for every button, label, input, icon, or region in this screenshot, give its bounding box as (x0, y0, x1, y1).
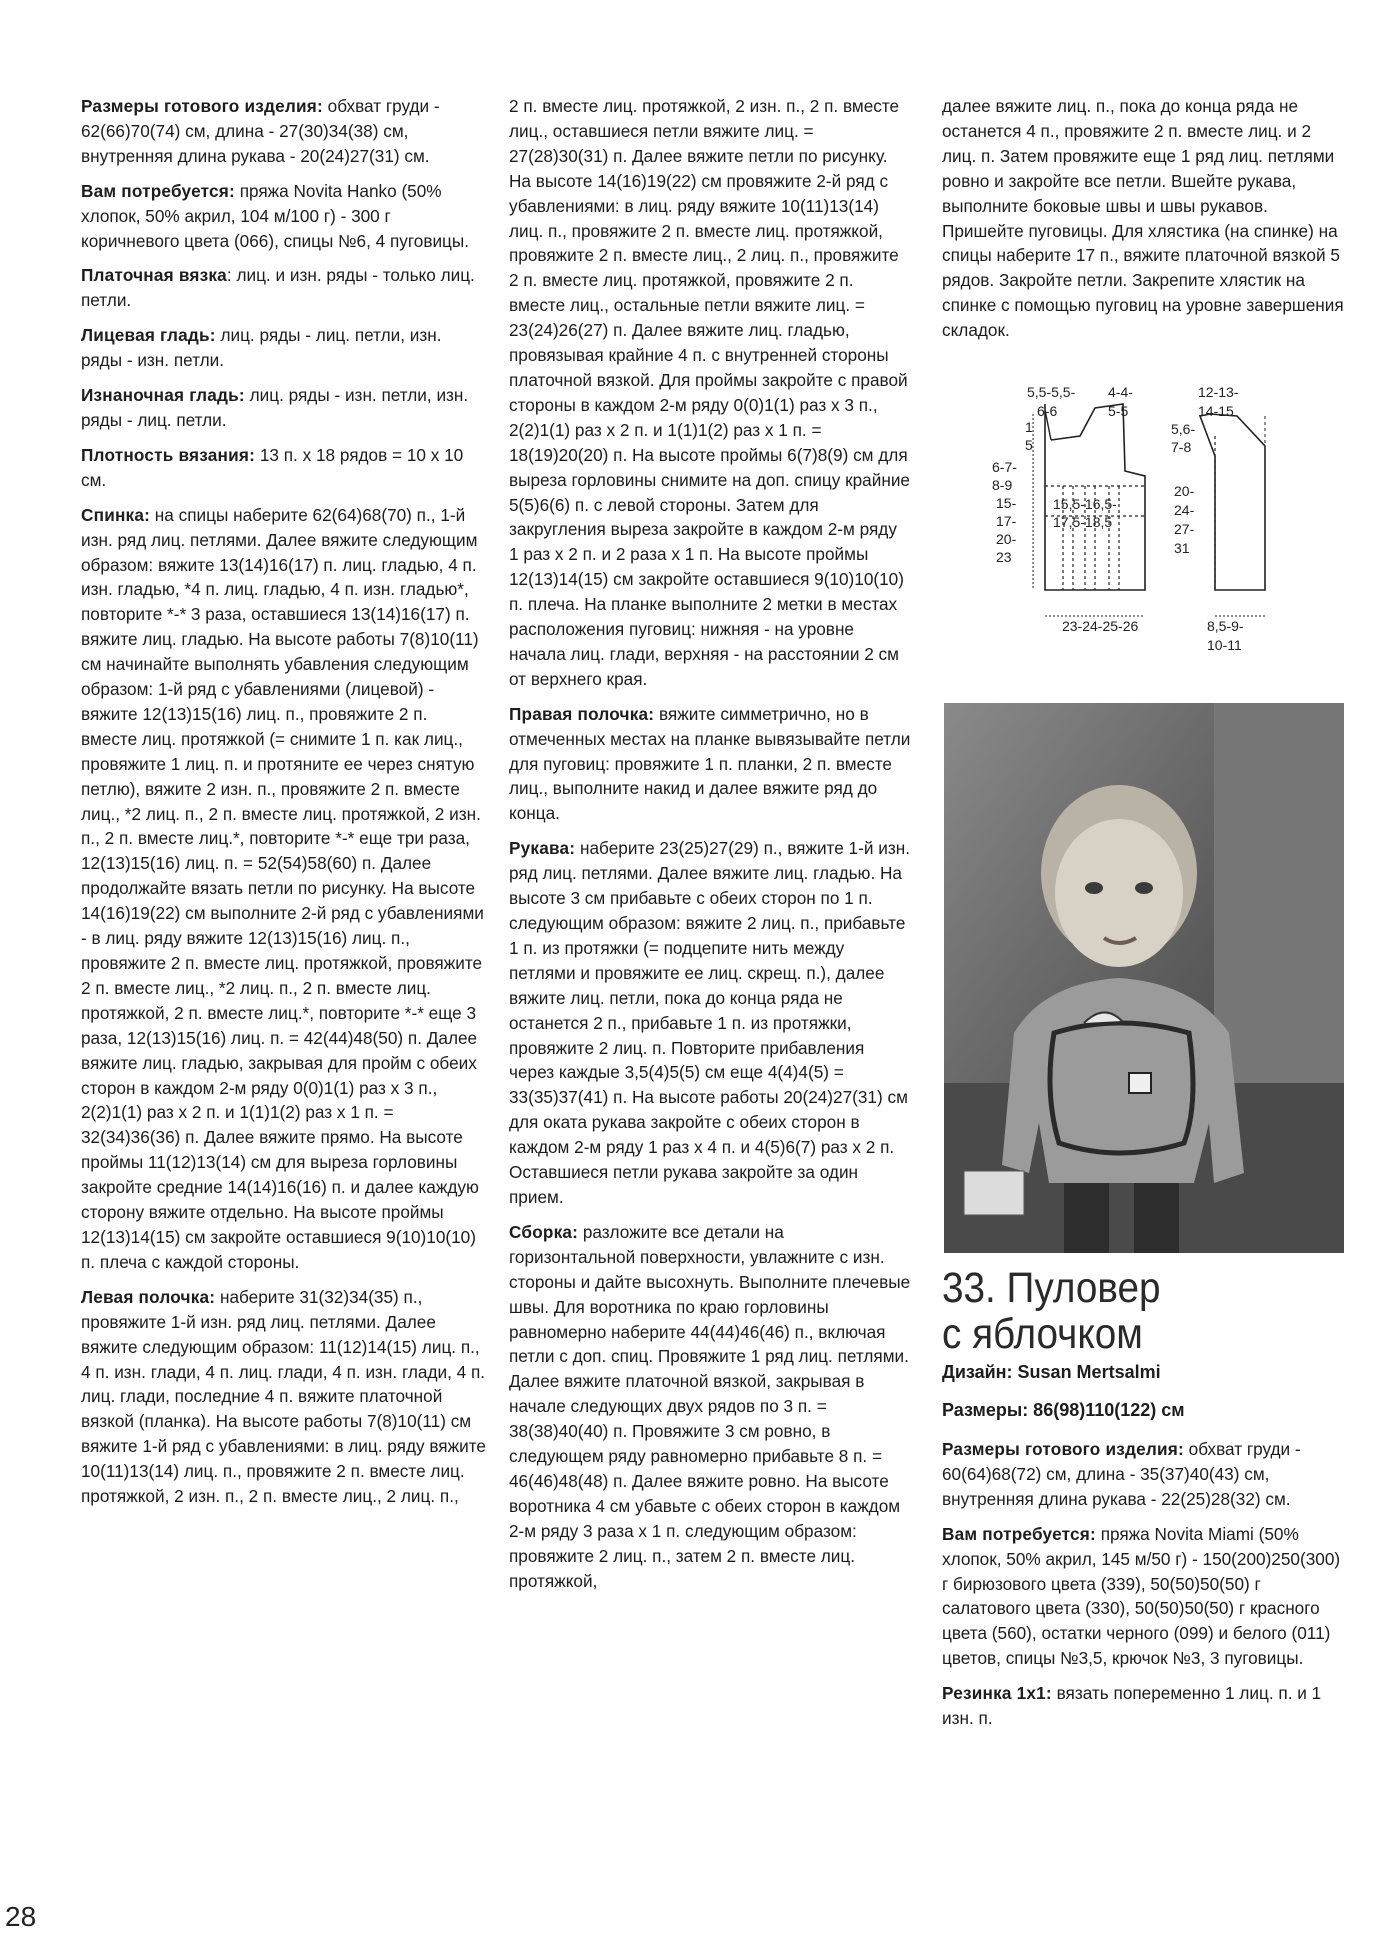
paragraph (81, 179, 486, 254)
paragraph-heading: Размеры готового изделия: (942, 1439, 1184, 1459)
label-armhole2: 8-9 (992, 477, 1013, 493)
paragraph-text: наберите 23(25)27(29) п., вяжите 1-й изн. ряд лиц. петлями. Далее вяжите лиц. гладью. На высоте 3 см прибавьте с обеих сторон по 1 п. следующим образом: вяжите 2 лиц. п., прибавьте 1 п. из протяжки (= подцепите нить между петлями и провяжите ее лиц. скрещ. п.), далее вяжите лиц. петли, пока до конца ряда не останется 2 п., прибавьте 1 п. из протяжки, провяжите 2 лиц. п. Повторите прибавления через каждые 3,5(4)5(5) см еще 4(4)4(5) = 33(35)37(41) п. На высоте работы 20(24)27(31) см для оката рукава закройте с обеих сторон в каждом 2-м ряду 1 раз х 4 п. и 4(5)6(7) раз х 2 п. Оставшиеся петли рукава закройте за один прием. (509, 838, 910, 1207)
paragraph-heading: Изнаночная гладь: (81, 385, 245, 406)
paragraph-heading: Лицевая гладь: (81, 325, 216, 346)
label-armhole: 6-7- (992, 459, 1017, 475)
page-number: 28 (5, 1901, 37, 1932)
paragraph (509, 702, 911, 827)
paragraph-text: разложите все детали на горизонтальной поверхности, увлажните с изн. стороны и дайте высохнуть. Выполните плечевые швы. Для воротника по краю горловины равномерно наберите 44(44)46(46) п., включая петли с доп. спиц. Провяжите 1 ряд лиц. петлями. Далее вяжите платочной вязкой, закрывая в начале следующих двух рядов по 3 п. = 38(38)40(40) п. Провяжите 3 см ровно, в следующем ряду равномерно прибавьте 8 п. = 46(46)48(48) п. Далее вяжите ровно. На высоте воротника 4 см убавьте с обеих сторон в каждом 2-м ряду 3 раза х 1 п. следующим образом: провяжите 2 лиц. п., затем 2 п. вместе лиц. протяжкой, (509, 1221, 911, 1591)
paragraph-text: 2 п. вместе лиц. протяжкой, 2 изн. п., 2 п. вместе лиц., оставшиеся петли вяжите лиц. = 27(28)30(31) п. Далее вяжите петли по рисунку. На высоте 14(16)19(22) см провяжите 2-й ряд с убавлениями: в лиц. ряду вяжите 10(11)13(14) лиц. п., провяжите 2 п. вместе лиц. протяжкой, провяжите 2 п. вместе лиц., 2 лиц. п., провяжите 2 п. вместе лиц. протяжкой, провяжите 2 п. вместе лиц., остальные петли вяжите лиц. = 23(24)26(27) п. Далее вяжите лиц. гладью, провязывая крайние 4 п. с внутренней стороны платочной вязкой. Для проймы закройте с правой стороны в каждом 2-м ряду 0(0)1(1) раз х 3 п., 2(2)1(1) раз х 2 п. и 1(1)1(2) раз х 1 п. = 18(19)20(20) п. На высоте проймы 6(7)8(9) см для выреза горловины снимите на доп. спицу крайние 5(5)6(6) п. с левой стороны. Затем для закругления выреза закройте в каждом 2-м ряду 1 раз х 2 п. и 2 раза х 1 п. На высоте проймы 12(13)14(15) см закройте оставшиеся 9(10)10(10) п. плеча. На планке выполните 2 метки в местах расположения пуговиц: нижняя - на уровне начала лиц. глади, верхняя - на расстоянии 2 см от верхнего края. (509, 96, 910, 689)
paragraph (509, 94, 911, 692)
label-neck-width2: 5-5 (1108, 403, 1129, 419)
label-body-3: 20- (996, 531, 1017, 547)
paragraph-heading: Вам потребуется: (942, 1523, 1096, 1544)
paragraph-text: вяжите симметрично, но в отмеченных местах на планке вывязывайте петли для пуговиц: провяжите 1 п. планки, 2 п. вместе лиц., выполните накид и далее вяжите ряд до конца. (509, 703, 911, 824)
title-line-2: с яблочком (942, 1310, 1143, 1358)
label-sleeve-top-1: 12-13- (1198, 384, 1239, 400)
label-cuff-2: 10-11 (1207, 637, 1242, 653)
paragraph (942, 94, 1347, 343)
paragraph-heading: Резинка 1х1: (942, 1683, 1052, 1704)
paragraph (81, 323, 486, 373)
label-sleeve-top-2: 14-15 (1198, 403, 1234, 419)
label-sleeve-1: 20- (1174, 483, 1195, 499)
child-photo (944, 703, 1344, 1253)
paragraph-heading: Сборка: (509, 1221, 579, 1242)
column-right-top (942, 94, 1347, 353)
label-inner-1: 15,5-16,5- (1053, 496, 1117, 512)
paragraph-text: : лиц. и изн. ряды - только лиц. петли. (81, 265, 475, 311)
paragraph-heading: Вам потребуется: (81, 180, 235, 201)
paragraph-text: на спицы наберите 62(64)68(70) п., 1-й изн. ряд лиц. петлями. Далее вяжите следующим образом: вяжите 13(14)16(17) п. лиц. гладью, 4 п. изн. гладью, *4 п. лиц. гладью, 4 п. изн. гладью*, повторите *-* 3 раза, оставшиеся 13(14)16(17) п. вяжите лиц. гладью. На высоте работы 7(8)10(11) см начинайте выполнять убавления следующим образом: 1-й ряд с убавлениями (лицевой) - вяжите 12(13)15(16) лиц. п., провяжите 2 п. вместе лиц. протяжкой (= снимите 1 п. как лиц., провяжите 1 лиц. п. и протяните ее через снятую петлю), вяжите 2 изн. п., провяжите 2 п. вместе лиц., *2 лиц. п., 2 п. вместе лиц. протяжкой, 2 изн. п., 2 п. вместе лиц.*, повторите *-* еще три раза, 12(13)15(16) лиц. п. = 52(54)58(60) п. Далее продолжайте вязать петли по рисунку. На высоте 14(16)19(22) см выполните 2-й ряд с убавлениями - в лиц. ряду вяжите 12(13)15(16) лиц. п., провяжите 2 п. вместе лиц. протяжкой, провяжите 2 п. вместе лиц., *2 лиц. п., 2 п. вместе лиц. протяжкой, 2 п. вместе лиц.*, повторите *-* еще 3 раза, 12(13)15(16) лиц. п. = 42(44)48(50) п. Далее вяжите лиц. гладью, закрывая для пройм с обеих сторон в каждом 2-м ряду 0(0)1(1) раз х 3 п., 2(2)1(1) раз х 2 п. и 1(1)1(2) раз х 1 п. = 32(34)36(36) п. Далее вяжите прямо. На высоте проймы 11(12)13(14) см для выреза горловины закройте средние 14(14)16(16) п. и далее каждую сторону вяжите отдельно. На высоте проймы 12(13)14(15) см закройте оставшиеся 9(10)10(10) п. плеча с каждой стороны. (81, 504, 484, 1272)
label-neck-depth2: 5 (1025, 437, 1033, 453)
label-cap-2: 7-8 (1171, 439, 1192, 455)
label-neck-width: 4-4- (1108, 384, 1133, 400)
paragraph-text: пряжа Novita Hanko (50% хлопок, 50% акрил, 104 м/100 г) - 300 г коричневого цвета (066), спицы №6, 4 пуговицы. (81, 180, 470, 251)
title-line-1: 33. Пуловер (942, 1264, 1161, 1312)
label-body-2: 17- (996, 513, 1017, 529)
paragraph-text: 13 п. х 18 рядов = 10 х 10 см. (81, 444, 464, 490)
paragraph (81, 503, 486, 1275)
paragraph-text: обхват груди - 60(64)68(72) см, длина - 35(37)40(43) см, внутренняя длина рукава - 22(25)28(32) см. (942, 1439, 1301, 1509)
paragraph (509, 836, 911, 1210)
label-body-4: 23 (996, 549, 1012, 565)
label-cuff-1: 8,5-9- (1207, 618, 1244, 634)
label-neck-depth: 1 (1025, 419, 1033, 435)
paragraph-text: обхват груди - 62(66)70(74) см, длина - 27(30)34(38) см, внутренняя длина рукава - 20(24)27(31) см. (81, 96, 440, 166)
paragraph (942, 1437, 1347, 1512)
garment-schematic (975, 376, 1335, 666)
label-sleeve-4: 31 (1174, 540, 1190, 556)
paragraph-heading: Левая полочка: (81, 1286, 216, 1307)
column-middle (509, 94, 911, 1603)
paragraph-text: лиц. ряды - лиц. петли, изн. ряды - изн. петли. (81, 325, 442, 371)
paragraph-heading: Платочная вязка (81, 265, 227, 286)
paragraph (81, 94, 486, 169)
sizes-line: Размеры: 86(98)110(122) см (942, 1400, 1185, 1420)
paragraph (942, 1681, 1347, 1731)
paragraph-heading: Спинка: (81, 504, 151, 525)
paragraph (81, 383, 486, 433)
label-sleeve-2: 24- (1174, 502, 1195, 518)
label-shoulder2: 6-6 (1037, 403, 1058, 419)
label-sleeve-3: 27- (1174, 521, 1195, 537)
pattern-title (942, 1265, 1161, 1357)
paragraph-text: вязать попеременно 1 лиц. п. и 1 изн. п. (942, 1683, 1322, 1729)
paragraph (81, 1285, 486, 1509)
paragraph-heading: Плотность вязания: (81, 444, 256, 465)
label-inner-2: 17,5-18,5 (1053, 514, 1113, 530)
sleeve-outline (1200, 414, 1265, 590)
label-cap-1: 5,6- (1171, 421, 1196, 437)
paragraph (81, 443, 486, 493)
design-credit: Дизайн: Susan Mertsalmi (942, 1362, 1161, 1382)
paragraph-text: далее вяжите лиц. п., пока до конца ряда не останется 4 п., провяжите 2 п. вместе лиц. и 2 лиц. п. Затем провяжите еще 1 ряд лиц. петлями ровно и закройте все петли. Вшейте рукава, выполните боковые швы и швы рукавов. Пришейте пуговицы. Для хлястика (на спинке) на спицы наберите 17 п., вяжите платочной вязкой 5 рядов. Закройте петли. Закрепите хлястик на спинке с помощью пуговиц на уровне завершения складок. (942, 96, 1344, 341)
paragraph-heading: Правая полочка: (509, 703, 655, 724)
paragraph (509, 1220, 911, 1594)
paragraph (81, 263, 486, 313)
column-left (81, 94, 486, 1519)
paragraph-text: наберите 31(32)34(35) п., провяжите 1-й изн. ряд лиц. петлями. Далее вяжите следующим образом: 11(12)14(15) лиц. п., 4 п. изн. глади, 4 п. лиц. глади, 4 п. изн. глади, 4 п. лиц. глади, последние 4 п. вяжите платочной вязкой (планка). На высоте работы 7(8)10(11) см вяжите 1-й ряд с убавлениями: в лиц. ряду вяжите 10(11)13(14) лиц. п., провяжите 2 п. вместе лиц. протяжкой, 2 изн. п., 2 п. вместе лиц., 2 лиц. п., (81, 1286, 486, 1507)
label-body-1: 15- (996, 495, 1017, 511)
paragraph (942, 1522, 1347, 1671)
paragraph-heading: Размеры готового изделия: (81, 96, 323, 116)
paragraph-heading: Рукава: (509, 838, 576, 859)
label-width: 23-24-25-26 (1062, 618, 1139, 634)
paragraph-text: пряжа Novita Miami (50% хлопок, 50% акрил, 145 м/50 г) - 150(200)250(300) г бирюзового цвета (339), 50(50)50(50) г салатового цвета (330), 50(50)50(50) г красного цвета (560), остатки черного (099) и белого (011) цветов, спицы №3,5, крючок №3, 3 пуговицы. (942, 1523, 1341, 1669)
label-shoulder: 5,5-5,5- (1027, 384, 1076, 400)
column-right-bottom (942, 1437, 1347, 1741)
paragraph-text: лиц. ряды - изн. петли, изн. ряды - лиц. петли. (81, 385, 469, 430)
